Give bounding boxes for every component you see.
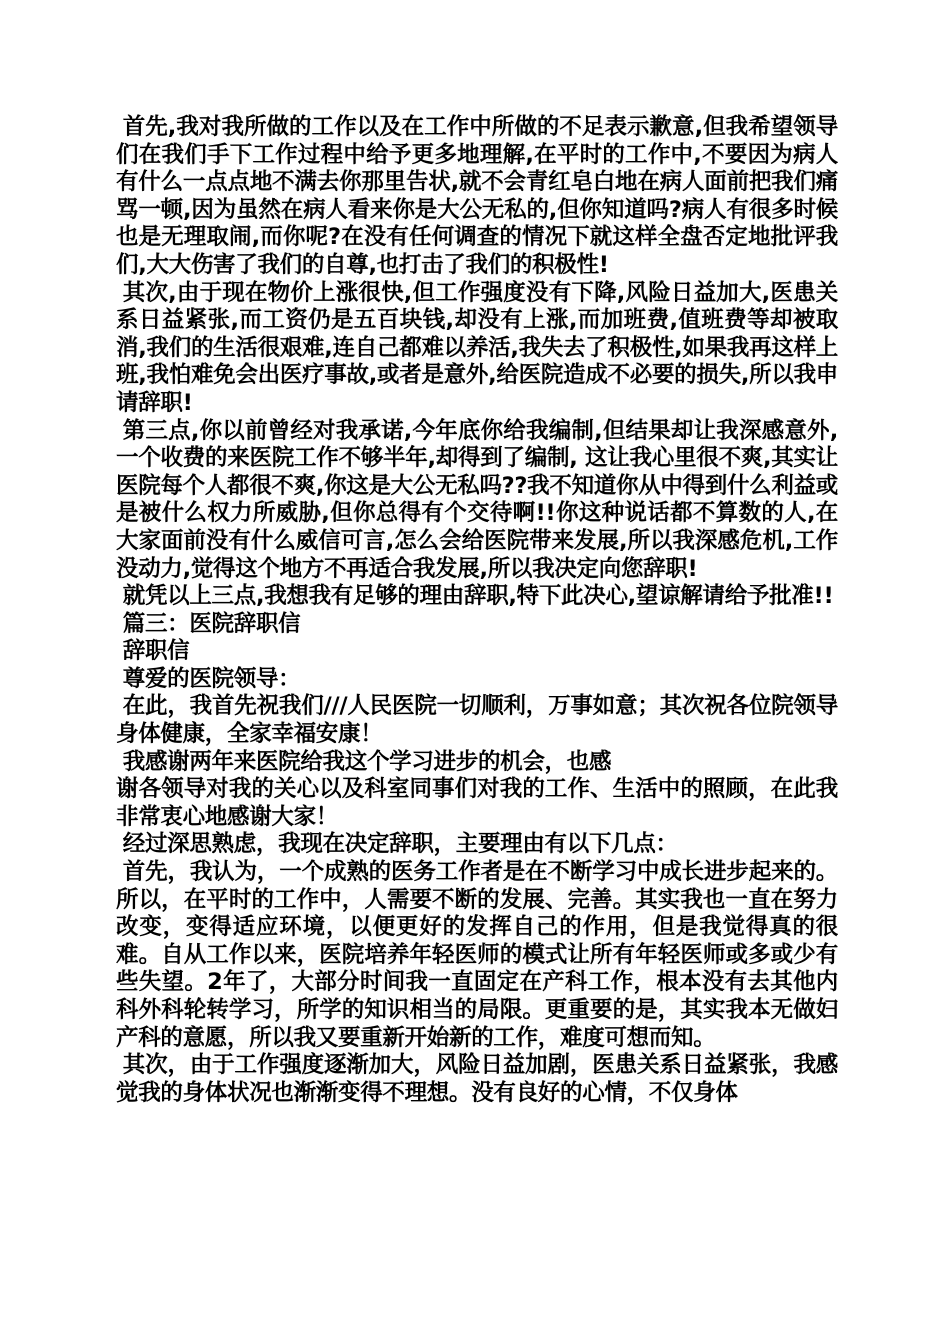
paragraph-first-point: 首先,我对我所做的工作以及在工作中所做的不足表示歉意,但我希望领导们在我们手下工作过程中给予更多地理解,在平时的工作中,不要因为病人有什么一点点地不满去你那里告状,就不会青红皂白地在病人面前把我们痛骂一顿,因为虽然在病人看来你是大公无私的,但你知道吗?病人有很多时候也是无理取闹,而你呢?在没有任何调查的情况下就这样全盘否定地批评我们,大大伤害了我们的自尊,也打击了我们的积极性! xyxy=(116,114,838,278)
paragraph-reasons-intro: 经过深思熟虑，我现在决定辞职，主要理由有以下几点： xyxy=(122,831,678,858)
letter-salutation: 尊爱的医院领导： xyxy=(122,665,301,692)
paragraph-reason-second: 其次，由于工作强度逐渐加大，风险日益加剧，医患关系日益紧张，我感觉我的身体状况也渐渐变得不理想。没有良好的心情，不仅身体 xyxy=(116,1052,838,1106)
paragraph-greeting: 在此，我首先祝我们///人民医院一切顺利，万事如意；其次祝各位院领导身体健康，全家幸福安康！ xyxy=(116,693,838,748)
paragraph-thanks-continued: 谢各领导对我的关心以及科室同事们对我的工作、生活中的照顾，在此我非常衷心地感谢大家！ xyxy=(116,776,838,830)
paragraph-reason-first: 首先，我认为，一个成熟的医务工作者是在不断学习中成长进步起来的。所以，在平时的工作中，人需要不断的发展、完善。其实我也一直在努力改变，变得适应环境，以便更好的发挥自己的作用，但是我觉得真的很难。自从工作以来，医院培养年轻医师的模式让所有年轻医师或多或少有些失望。2年了，大部分时间我一直固定在产科工作，根本没有去其他内科外科轮转学习，所学的知识相当的局限。更重要的是，其实我本无做妇产科的意愿，所以我又要重新开始新的工作，难度可想而知。 xyxy=(116,859,838,1051)
paragraph-second-point: 其次,由于现在物价上涨很快,但工作强度没有下降,风险日益加大,医患关系日益紧张,而工资仍是五百块钱,却没有上涨,而加班费,值班费等却被取消,我们的生活很艰难,连自己都难以养活,我失去了积极性,如果我再这样上班,我怕难免会出医疗事故,或者是意外,给医院造成不必要的损失,所以我申请辞职! xyxy=(116,279,838,416)
letter-title: 辞职信 xyxy=(122,638,190,665)
paragraph-conclusion: 就凭以上三点,我想我有足够的理由辞职,特下此决心,望谅解请给予批准!! xyxy=(122,583,834,610)
paragraph-third-point: 第三点,你以前曾经对我承诺,今年底你给我编制,但结果却让我深感意外,一个收费的来医院工作不够半年,却得到了编制, 这让我心里很不爽,其实让医院每个人都很不爽,你这是大公无私吗??我不知道你从中得到什么利益或是被什么权力所威胁,但你总得有个交待啊!!你这种说话都不算数的人,在大家面前没有什么威信可言,怎么会给医院带来发展,所以我深感危机,工作没动力,觉得这个地方不再适合我发展,所以我决定向您辞职! xyxy=(116,417,838,582)
paragraph-thanks-start: 我感谢两年来医院给我这个学习进步的机会，也感 xyxy=(122,748,612,775)
document-body xyxy=(116,114,838,1107)
section-heading: 篇三：医院辞职信 xyxy=(122,610,301,637)
